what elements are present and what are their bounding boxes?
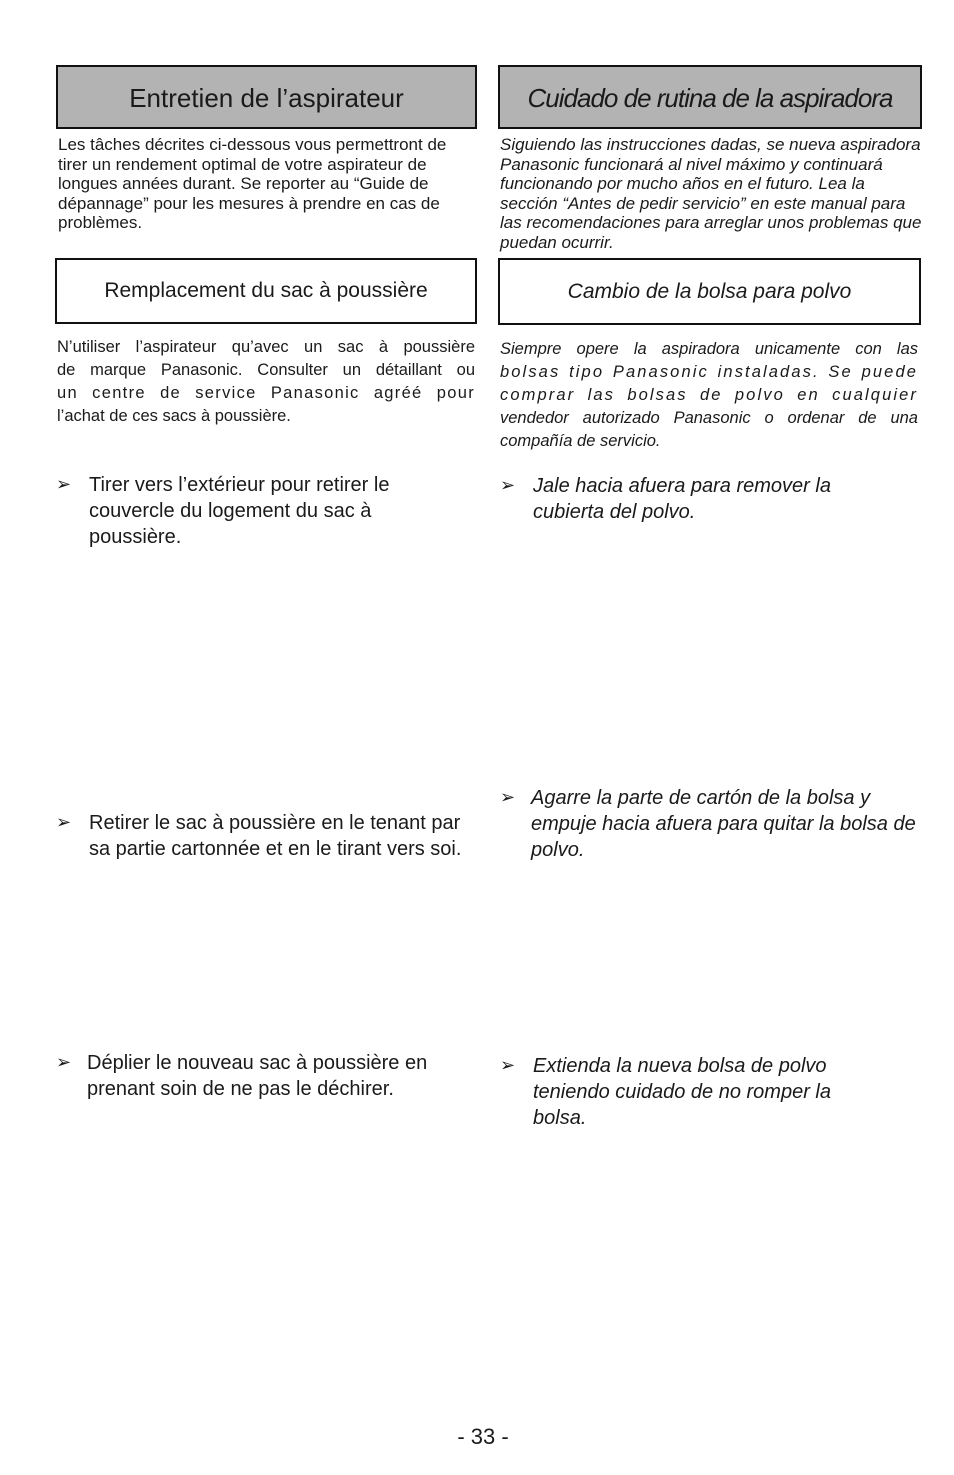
fr-paragraph [57, 336, 475, 428]
es-step-text: Agarre la parte de cartón de la bolsa y empuje hacia afuera para quitar la bolsa de polvo. [531, 787, 916, 861]
fr-para-line: un centre de service Panasonic agréé pour [57, 384, 475, 402]
fr-step-3 [56, 1050, 471, 1102]
page-number: - 33 - [457, 1424, 509, 1449]
es-para-line: compañía de servicio. [500, 432, 661, 450]
es-step-1 [500, 473, 870, 525]
fr-section-box [55, 258, 477, 324]
es-step-text: Extienda la nueva bolsa de polvo teniendo cuidado de no romper la bolsa. [533, 1055, 831, 1129]
fr-intro: Les tâches décrites ci-dessous vous permettront de tirer un rendement optimal de votre aspirateur de longues années durant. Se reporter au “Guide de dépannage” pour les mesures à prendre en cas de problèmes. [58, 135, 447, 232]
fr-para-line: de marque Panasonic. Consulter un détaillant ou [57, 361, 475, 379]
fr-step-2 [56, 810, 466, 862]
es-step-3 [500, 1053, 870, 1131]
es-section-box [498, 258, 921, 325]
arrow-bullet-icon: ➢ [56, 474, 72, 495]
fr-step-1 [56, 472, 426, 550]
es-title-box [498, 65, 922, 129]
fr-title: Entretien de l’aspirateur [129, 82, 404, 113]
es-intro: Siguiendo las instrucciones dadas, se nueva aspiradora Panasonic funcionará al nivel máximo y continuará funcionando por mucho años en el futuro. Lea la sección “Antes de pedir servicio” en este manual para las recomendaciones para arreglar unos problemas que puedan ocurrir. [500, 135, 922, 252]
es-para-line: vendedor autorizado Panasonic o ordenar de una [500, 409, 918, 427]
fr-para-line: l’achat de ces sacs à poussière. [57, 407, 291, 425]
arrow-bullet-icon: ➢ [500, 1055, 516, 1076]
arrow-bullet-icon: ➢ [56, 812, 72, 833]
es-para-line: Siempre opere la aspiradora unicamente con las [500, 340, 918, 358]
es-section-title: Cambio de la bolsa para polvo [567, 279, 852, 303]
arrow-bullet-icon: ➢ [500, 475, 516, 496]
fr-section-title: Remplacement du sac à poussière [104, 279, 428, 302]
es-step-2 [500, 785, 922, 863]
es-title: Cuidado de rutina de la aspiradora [527, 82, 893, 113]
es-para-line: comprar las bolsas de polvo en cualquier [500, 386, 918, 404]
fr-step-text: Déplier le nouveau sac à poussière en prenant soin de ne pas le déchirer. [87, 1052, 428, 1100]
arrow-bullet-icon: ➢ [500, 787, 516, 808]
fr-para-line: N’utiliser l’aspirateur qu’avec un sac à poussière [57, 338, 475, 356]
fr-title-box [56, 65, 477, 129]
arrow-bullet-icon: ➢ [56, 1052, 72, 1073]
es-paragraph [500, 338, 918, 453]
fr-step-text: Retirer le sac à poussière en le tenant par sa partie cartonnée et en le tirant vers soi. [89, 812, 462, 860]
es-step-text: Jale hacia afuera para remover la cubierta del polvo. [533, 475, 831, 523]
es-para-line: bolsas tipo Panasonic instaladas. Se puede [500, 363, 918, 381]
fr-step-text: Tirer vers l’extérieur pour retirer le couvercle du logement du sac à poussière. [89, 474, 390, 548]
